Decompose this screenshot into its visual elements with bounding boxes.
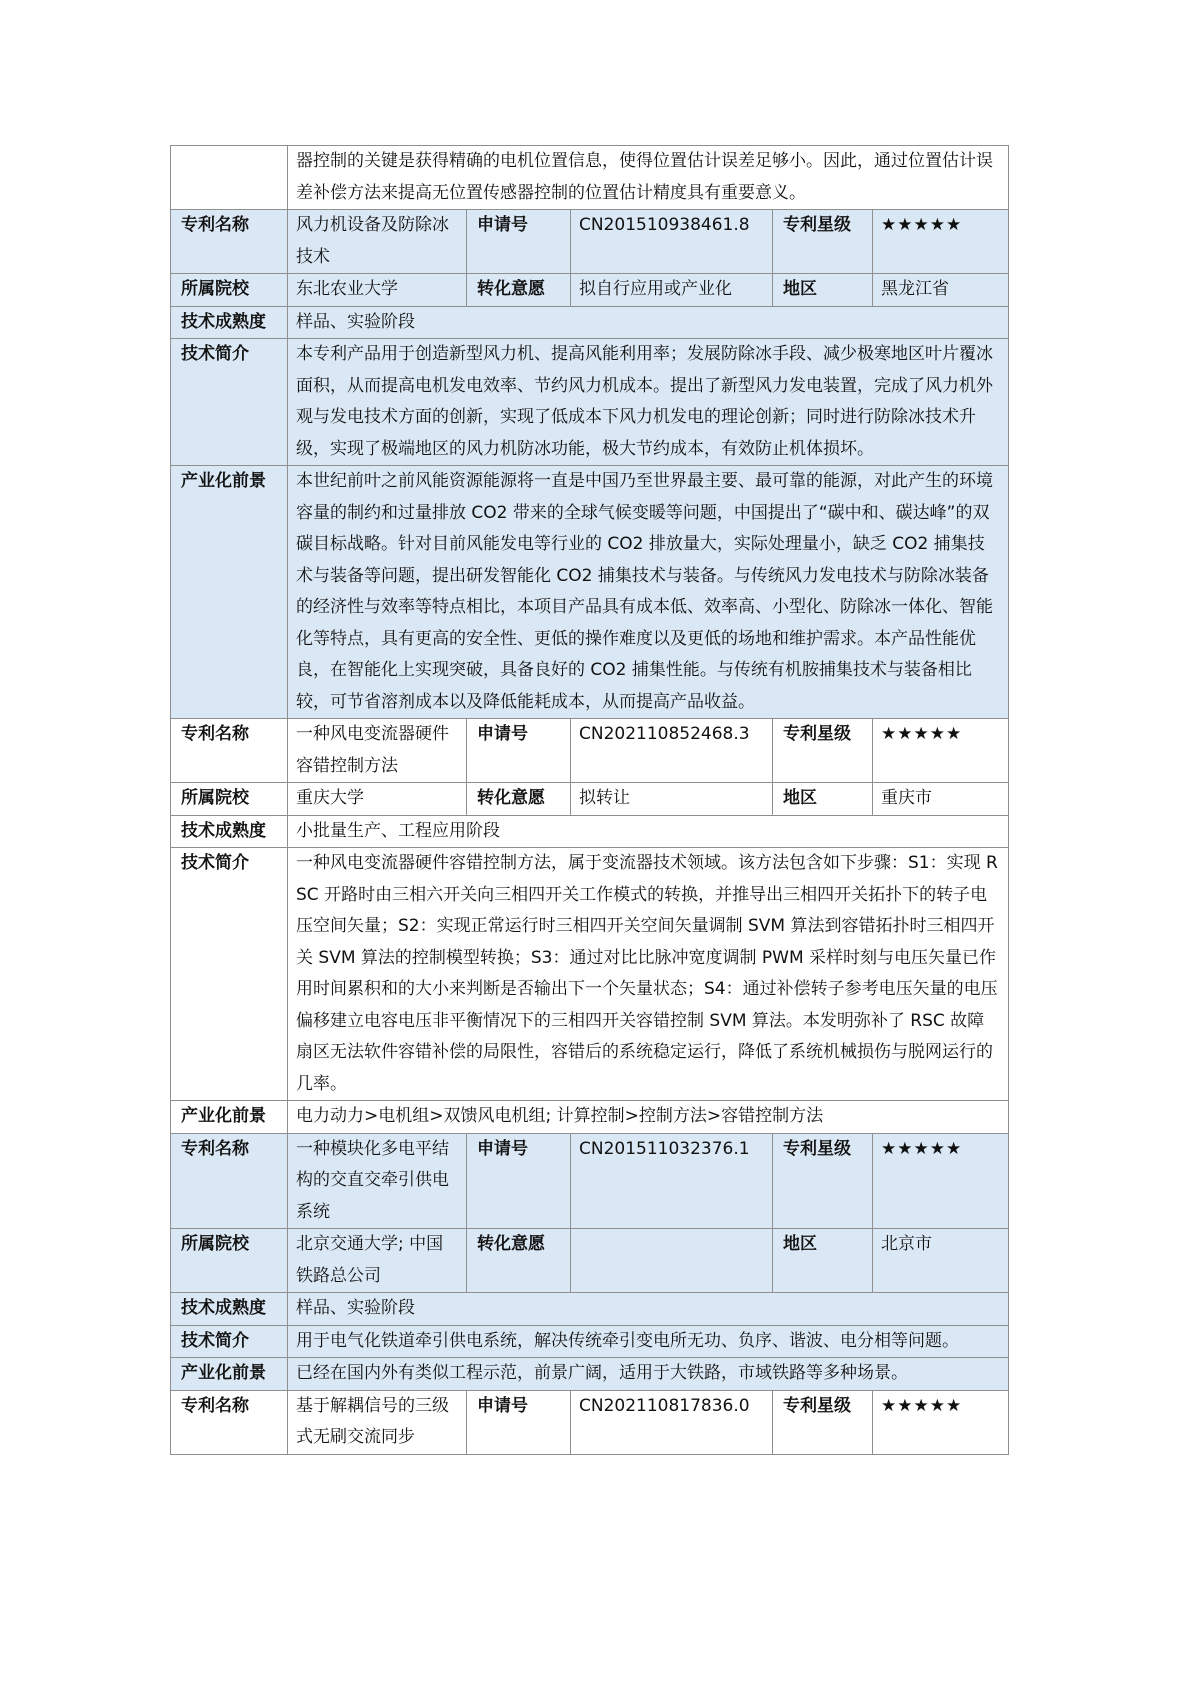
label-prospect: 产业化前景 [171, 466, 288, 719]
star-rating: ★★★★★ [873, 1390, 1009, 1454]
intro: 一种风电变流器硬件容错控制方法，属于变流器技术领域。该方法包含如下步骤：S1：实现 RSC 开路时由三相六开关向三相四开关工作模式的转换，并推导出三相四开关拓扑下的转子电压空间矢量；S2：实现正常运行时三相四开关空间矢量调制 SVM 算法到容错拓扑时三相四开关 SVM 算法的控制模型转换；S3：通过对比比脉冲宽度调制 PWM 采样时刻与电压矢量已作用时间累积和的大小来判断是否输出下一个矢量状态；S4：通过补偿转子参考电压矢量的电压偏移建立电容电压非平衡情况下的三相四开关容错控制 SVM 算法。本发明弥补了 RSC 故障扇区无法软件容错补偿的局限性，容错后的系统稳定运行，降低了系统机械损伤与脱网运行的几率。 [288, 848, 1009, 1101]
label-app-no: 申请号 [467, 719, 571, 783]
label-intent: 转化意愿 [467, 274, 571, 307]
label-star: 专利星级 [773, 719, 873, 783]
patent-3-prospect-row [171, 1358, 1009, 1391]
patent-name: 一种模块化多电平结构的交直交牵引供电系统 [288, 1133, 467, 1229]
patent-1-name-row [171, 210, 1009, 274]
label-app-no: 申请号 [467, 210, 571, 274]
patent-2-maturity-row [171, 815, 1009, 848]
label-school: 所属院校 [171, 274, 288, 307]
school: 东北农业大学 [288, 274, 467, 307]
app-no: CN201511032376.1 [571, 1133, 773, 1229]
label-patent-name: 专利名称 [171, 1390, 288, 1454]
prospect: 本世纪前叶之前风能资源能源将一直是中国乃至世界最主要、最可靠的能源，对此产生的环境容量的制约和过量排放 CO2 带来的全球气候变暖等问题，中国提出了“碳中和、碳达峰”的双碳目标战略。针对目前风能发电等行业的 CO2 排放量大，实际处理量小，缺乏 CO2 捕集技术与装备等问题，提出研发智能化 CO2 捕集技术与装备。与传统风力发电技术与防除冰装备的经济性与效率等特点相比，本项目产品具有成本低、效率高、小型化、防除冰一体化、智能化等特点，具有更高的安全性、更低的操作难度以及更低的场地和维护需求。本产品性能优良，在智能化上实现突破，具备良好的 CO2 捕集性能。与传统有机胺捕集技术与装备相比较，可节省溶剂成本以及降低能耗成本，从而提高产品收益。 [288, 466, 1009, 719]
label-intent: 转化意愿 [467, 783, 571, 816]
empty-label-cell [171, 146, 288, 210]
patent-2-intro-row [171, 848, 1009, 1101]
patent-2-prospect-row [171, 1101, 1009, 1134]
label-star: 专利星级 [773, 1390, 873, 1454]
region: 黑龙江省 [873, 274, 1009, 307]
patent-2-name-row [171, 719, 1009, 783]
school: 北京交通大学; 中国铁路总公司 [288, 1229, 467, 1293]
app-no: CN202110817836.0 [571, 1390, 773, 1454]
label-maturity: 技术成熟度 [171, 815, 288, 848]
patent-3-school-row [171, 1229, 1009, 1293]
patent-name: 风力机设备及防除冰技术 [288, 210, 467, 274]
patent-name: 一种风电变流器硬件容错控制方法 [288, 719, 467, 783]
patent-1-school-row [171, 274, 1009, 307]
patent-2-school-row [171, 783, 1009, 816]
patent-name: 基于解耦信号的三级式无刷交流同步 [288, 1390, 467, 1454]
app-no: CN202110852468.3 [571, 719, 773, 783]
label-region: 地区 [773, 783, 873, 816]
label-maturity: 技术成熟度 [171, 1293, 288, 1326]
school: 重庆大学 [288, 783, 467, 816]
maturity: 小批量生产、工程应用阶段 [288, 815, 1009, 848]
star-rating: ★★★★★ [873, 719, 1009, 783]
label-patent-name: 专利名称 [171, 1133, 288, 1229]
continuation-row [171, 146, 1009, 210]
label-intro: 技术简介 [171, 339, 288, 466]
intent: 拟转让 [571, 783, 773, 816]
label-app-no: 申请号 [467, 1133, 571, 1229]
label-school: 所属院校 [171, 783, 288, 816]
maturity: 样品、实验阶段 [288, 306, 1009, 339]
label-intro: 技术简介 [171, 848, 288, 1101]
intro: 本专利产品用于创造新型风力机、提高风能利用率；发展防除冰手段、减少极寒地区叶片覆冰面积，从而提高电机发电效率、节约风力机成本。提出了新型风力发电装置，完成了风力机外观与发电技术方面的创新，实现了低成本下风力机发电的理论创新；同时进行防除冰技术升级，实现了极端地区的风力机防冰功能，极大节约成本，有效防止机体损坏。 [288, 339, 1009, 466]
patent-4-name-row [171, 1390, 1009, 1454]
label-region: 地区 [773, 1229, 873, 1293]
label-star: 专利星级 [773, 1133, 873, 1229]
label-app-no: 申请号 [467, 1390, 571, 1454]
intent [571, 1229, 773, 1293]
maturity: 样品、实验阶段 [288, 1293, 1009, 1326]
patent-3-intro-row [171, 1325, 1009, 1358]
region: 重庆市 [873, 783, 1009, 816]
label-prospect: 产业化前景 [171, 1101, 288, 1134]
label-patent-name: 专利名称 [171, 210, 288, 274]
patent-1-maturity-row [171, 306, 1009, 339]
prospect: 已经在国内外有类似工程示范，前景广阔，适用于大铁路，市域铁路等多种场景。 [288, 1358, 1009, 1391]
continuation-text: 器控制的关键是获得精确的电机位置信息，使得位置估计误差足够小。因此，通过位置估计误差补偿方法来提高无位置传感器控制的位置估计精度具有重要意义。 [288, 146, 1009, 210]
intro: 用于电气化铁道牵引供电系统，解决传统牵引变电所无功、负序、谐波、电分相等问题。 [288, 1325, 1009, 1358]
prospect: 电力动力>电机组>双馈风电机组; 计算控制>控制方法>容错控制方法 [288, 1101, 1009, 1134]
label-intro: 技术简介 [171, 1325, 288, 1358]
patent-1-intro-row [171, 339, 1009, 466]
label-prospect: 产业化前景 [171, 1358, 288, 1391]
label-school: 所属院校 [171, 1229, 288, 1293]
patent-1-prospect-row [171, 466, 1009, 719]
region: 北京市 [873, 1229, 1009, 1293]
star-rating: ★★★★★ [873, 1133, 1009, 1229]
label-star: 专利星级 [773, 210, 873, 274]
label-maturity: 技术成熟度 [171, 306, 288, 339]
label-intent: 转化意愿 [467, 1229, 571, 1293]
app-no: CN201510938461.8 [571, 210, 773, 274]
label-region: 地区 [773, 274, 873, 307]
patent-table [170, 145, 1009, 1455]
intent: 拟自行应用或产业化 [571, 274, 773, 307]
patent-3-name-row [171, 1133, 1009, 1229]
patent-3-maturity-row [171, 1293, 1009, 1326]
label-patent-name: 专利名称 [171, 719, 288, 783]
star-rating: ★★★★★ [873, 210, 1009, 274]
